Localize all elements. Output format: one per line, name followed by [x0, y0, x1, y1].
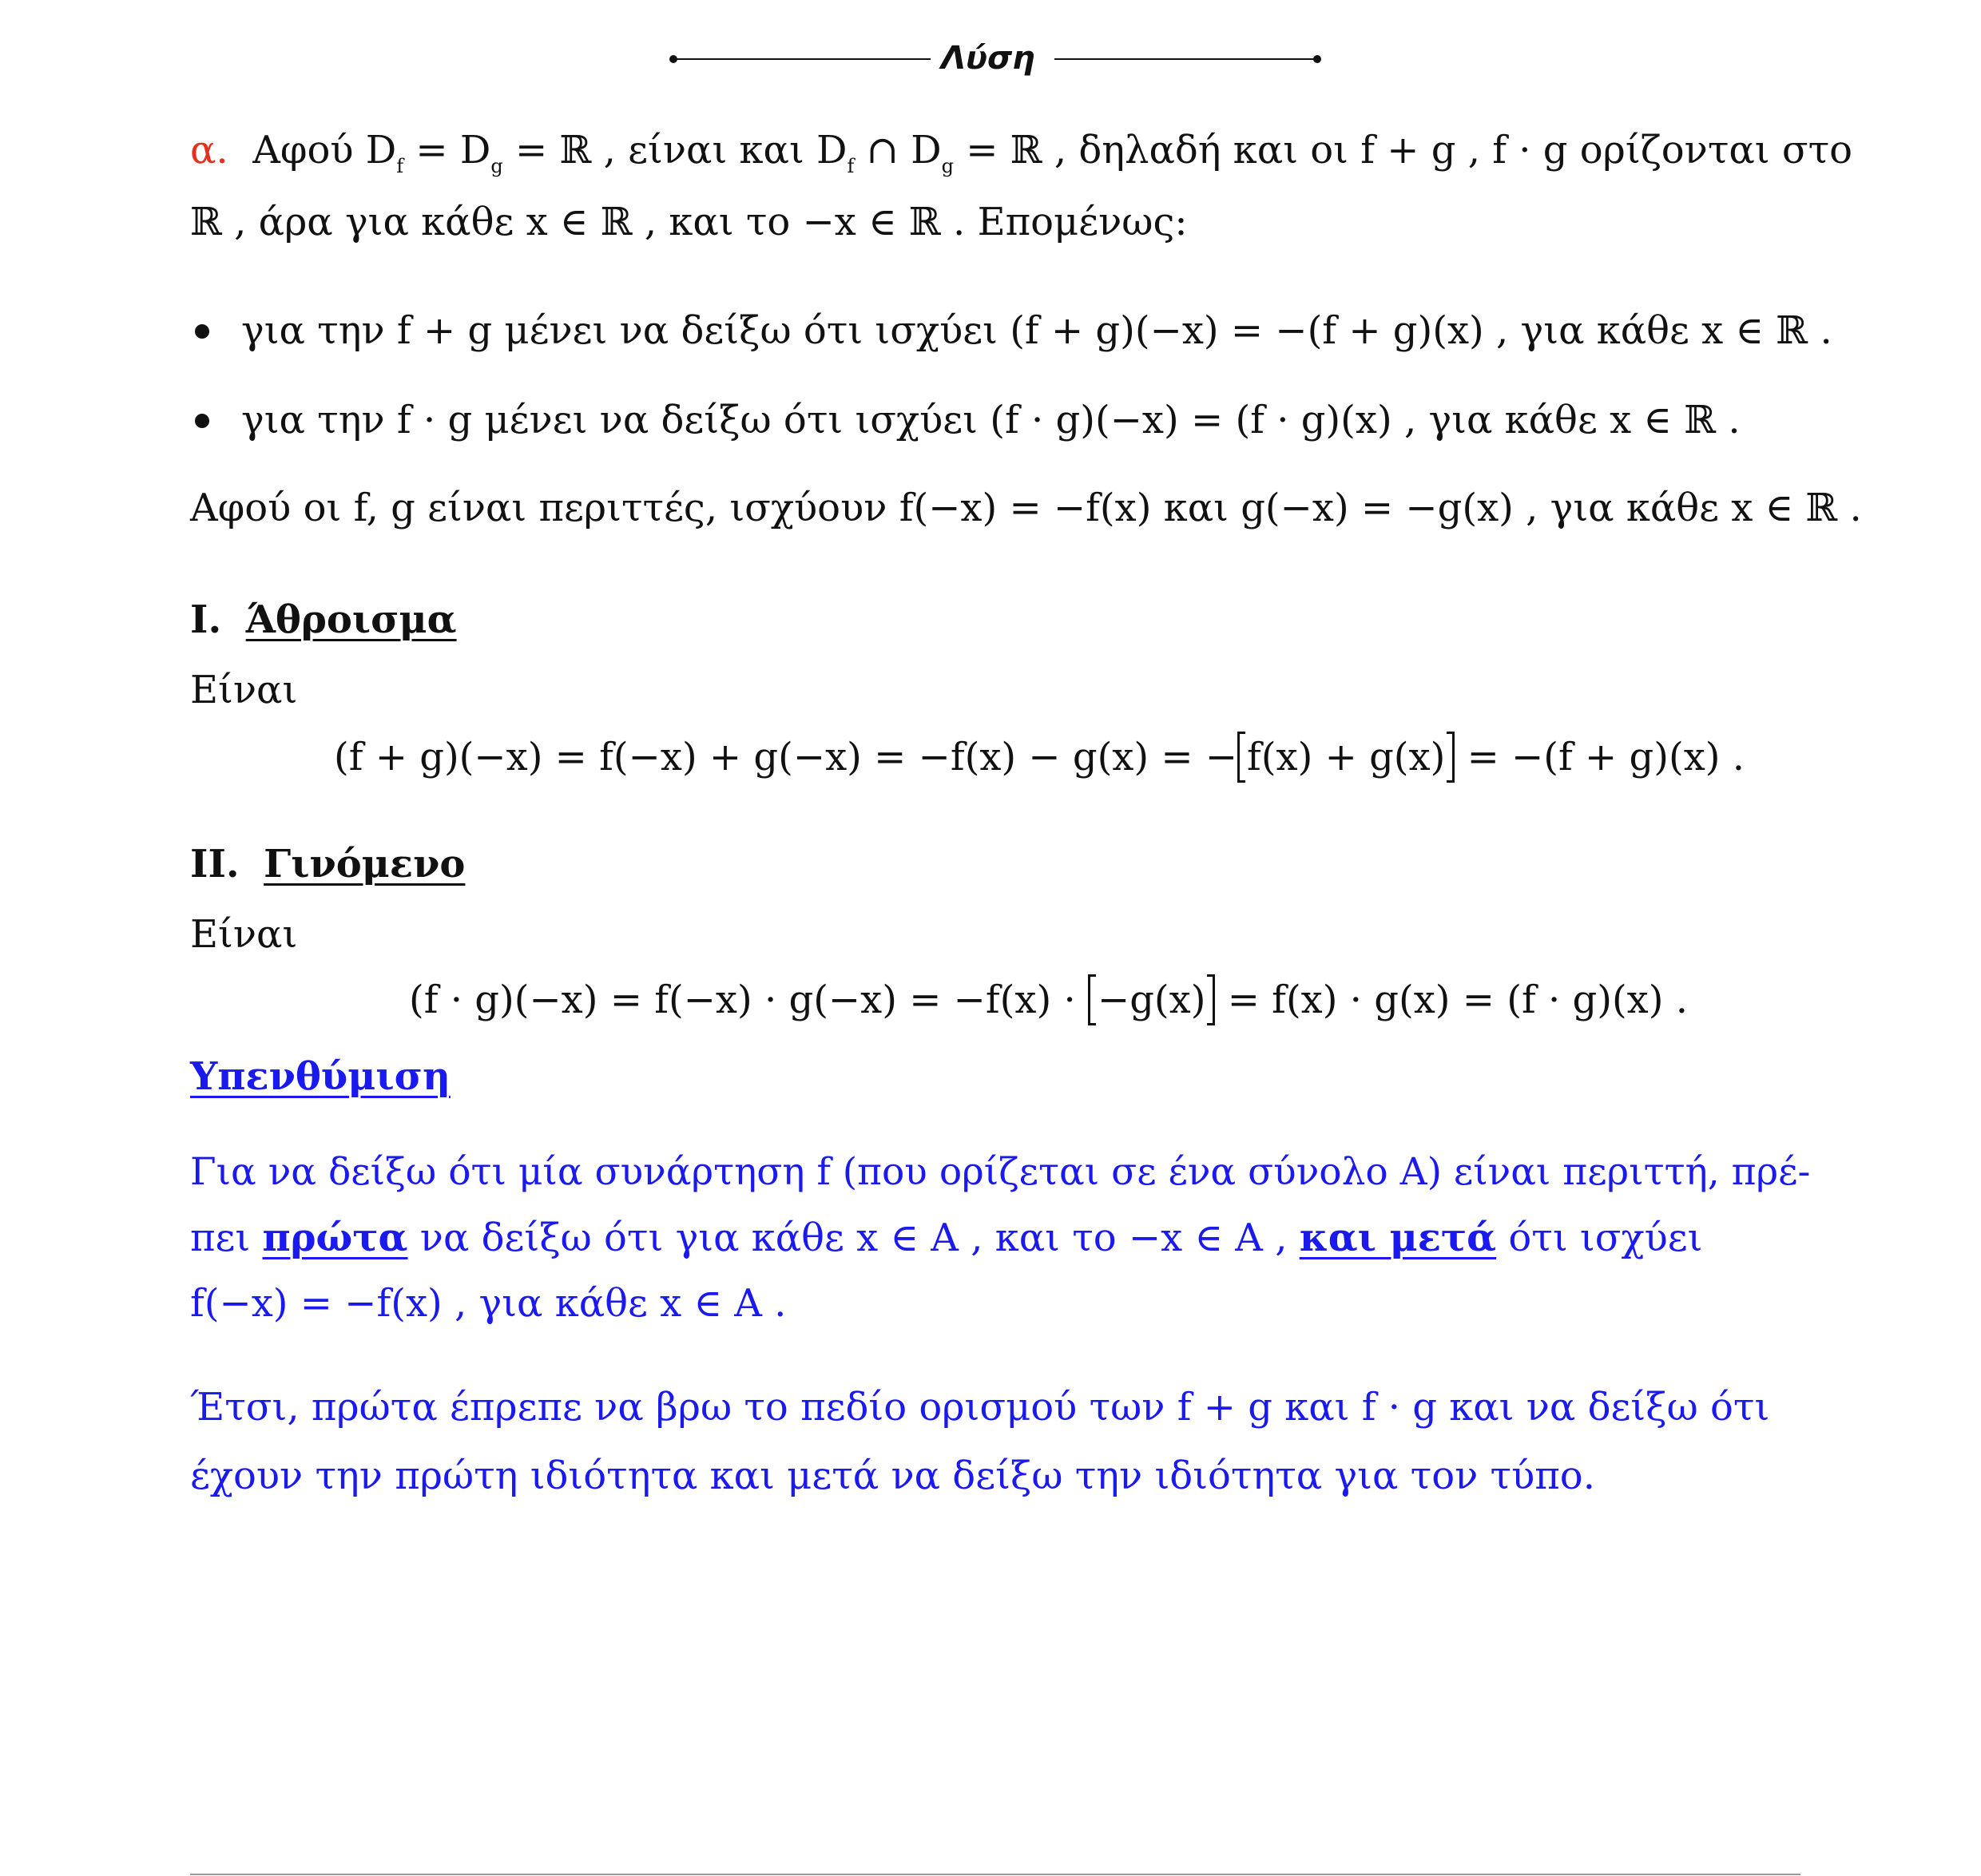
part-alpha-label: α.	[190, 128, 228, 173]
equation-part: = f(x) · g(x) = (f · g)(x) .	[1215, 978, 1688, 1022]
text-fragment: πει	[190, 1216, 263, 1260]
section-title: Άθροισμα	[245, 597, 457, 642]
product-intro: Είναι	[190, 912, 298, 957]
equation-part: (f · g)(−x) = f(−x) · g(−x) = −f(x) ·	[409, 978, 1088, 1022]
bullet-text: για την f · g μένει να δείξω ότι ισχύει (f · g)(−x) = (f · g)(x) , για κάθε x ∈ ℝ .	[241, 398, 1741, 442]
bullet-text: για την f + g μένει να δείξω ότι ισχύει (f + g)(−x) = −(f + g)(x) , για κάθε x ∈ ℝ .	[241, 308, 1832, 353]
emphasis-first: πρώτα	[262, 1216, 408, 1260]
part-alpha-line-1	[190, 128, 1853, 177]
bracket-left	[1237, 732, 1245, 783]
text-fragment: να δείξω ότι για κάθε x ∈ A , και το −x ∈ A ,	[407, 1216, 1300, 1260]
reminder-line-1: Για να δείξω ότι μία συνάρτηση f (που ορίζεται σε ένα σύνολο A) είναι περιττή, πρέ-	[190, 1150, 1811, 1194]
sum-heading	[190, 597, 457, 642]
subscript: f	[396, 155, 404, 177]
text-fragment: ∩ D	[854, 128, 942, 173]
equation-part: = −(f + g)(x) .	[1455, 735, 1745, 779]
subscript: g	[941, 155, 954, 177]
subscript: f	[847, 155, 855, 177]
bullet-icon	[195, 324, 209, 339]
bullet-item	[190, 308, 1832, 353]
text-fragment: ότι ισχύει	[1496, 1216, 1703, 1260]
header-right-rule	[1054, 58, 1316, 60]
equation-part: −g(x)	[1097, 978, 1206, 1022]
reminder-line-5: έχουν την πρώτη ιδιότητα και μετά να δείξω την ιδιότητα για τον τύπο.	[190, 1454, 1595, 1498]
reminder-title: Υπενθύμιση	[190, 1054, 451, 1099]
section-title: Γινόμενο	[264, 842, 466, 886]
text-fragment: = D	[403, 128, 491, 173]
reminder-heading	[190, 1054, 451, 1099]
bullet-icon	[195, 414, 209, 428]
reminder-line-4: Έτσι, πρώτα έπρεπε να βρω το πεδίο ορισμού των f + g και f · g και να δείξω ότι	[190, 1385, 1770, 1430]
text-fragment: Αφού D	[252, 128, 397, 173]
solution-header	[0, 38, 1981, 78]
text-fragment: = ℝ , είναι και D	[502, 128, 848, 173]
bracket-left	[1088, 974, 1096, 1025]
part-alpha-line-2: ℝ , άρα για κάθε x ∈ ℝ , και το −x ∈ ℝ . Επομένως:	[190, 200, 1188, 244]
footer-rule	[190, 1874, 1800, 1875]
sum-intro: Είναι	[190, 668, 298, 712]
subscript: g	[490, 155, 503, 177]
bullet-item	[190, 398, 1741, 442]
reminder-line-3: f(−x) = −f(x) , για κάθε x ∈ A .	[190, 1281, 787, 1326]
emphasis-then: και μετά	[1299, 1216, 1497, 1260]
sum-equation	[334, 732, 1745, 783]
equation-part: (f + g)(−x) = f(−x) + g(−x) = −f(x) − g(x) = −	[334, 735, 1238, 779]
product-heading	[190, 842, 466, 886]
product-equation	[409, 974, 1688, 1025]
section-number: I.	[190, 597, 222, 642]
header-right-dot	[1313, 55, 1321, 63]
bracket-right	[1207, 974, 1215, 1025]
section-number: II.	[190, 842, 240, 886]
header-left-rule	[673, 58, 931, 60]
bracket-right	[1447, 732, 1455, 783]
text-fragment: = ℝ , δηλαδή και οι f + g , f · g ορίζονται στο	[953, 128, 1853, 173]
reminder-line-2	[190, 1216, 1703, 1260]
equation-part: f(x) + g(x)	[1247, 735, 1446, 779]
header-title: Λύση	[941, 40, 1035, 77]
odd-statement: Αφού οι f, g είναι περιττές, ισχύουν f(−x) = −f(x) και g(−x) = −g(x) , για κάθε x ∈ ℝ .	[190, 486, 1862, 530]
